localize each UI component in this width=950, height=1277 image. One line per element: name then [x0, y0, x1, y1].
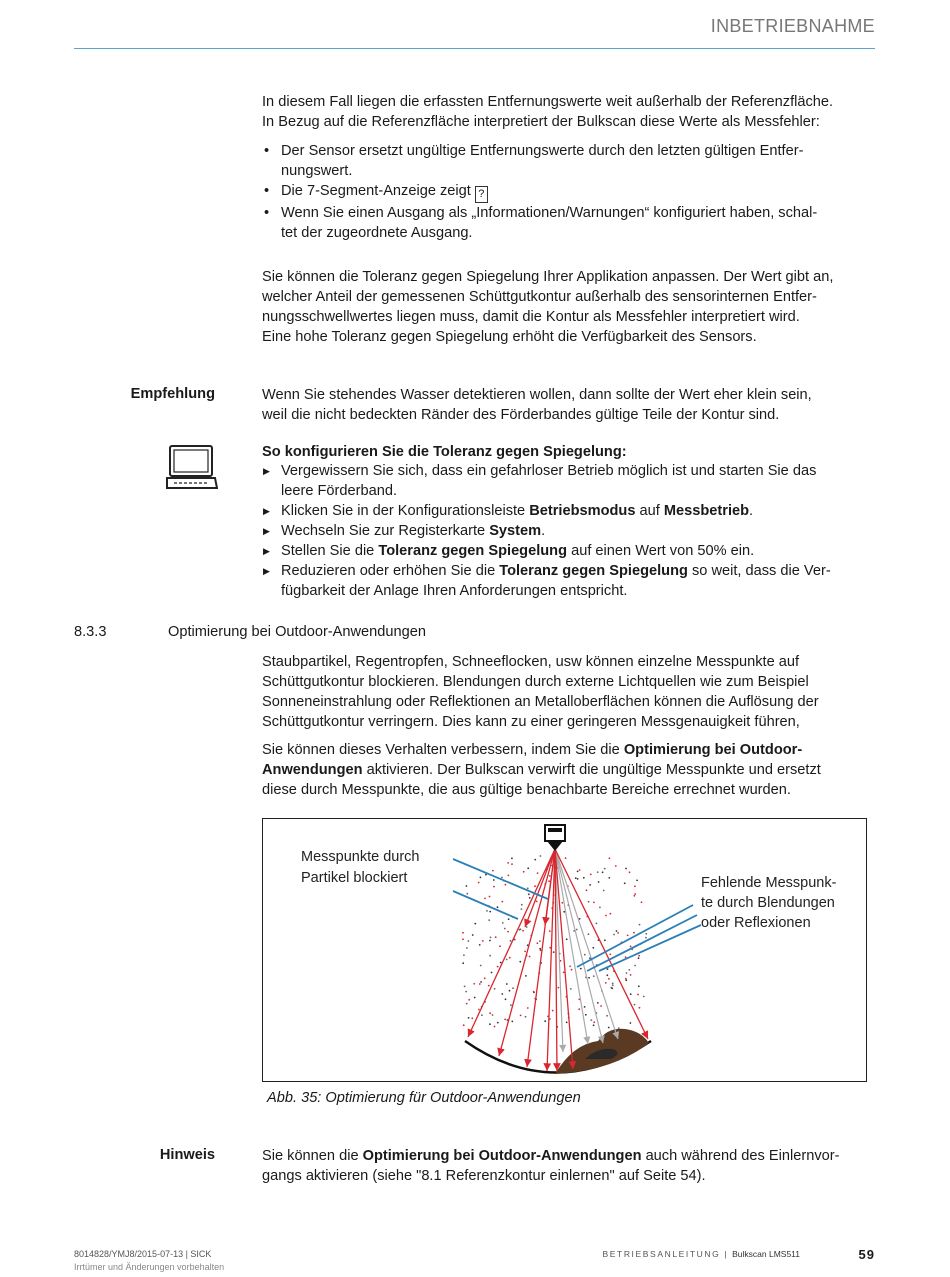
particle-dot [511, 857, 513, 859]
particle-dot [501, 901, 503, 903]
particle-dot [534, 885, 536, 887]
particle-dot [466, 947, 468, 949]
particle-dot [585, 1014, 587, 1016]
section-number: 8.3.3 [74, 624, 107, 640]
particle-dot [539, 940, 541, 942]
particle-dot [523, 871, 525, 873]
particle-dot [494, 1026, 496, 1028]
particle-dot [639, 1007, 641, 1009]
particle-dot [529, 956, 531, 958]
particle-dot [643, 996, 645, 998]
particle-dot [634, 893, 636, 895]
particle-dot [630, 1022, 632, 1024]
particle-dot [525, 975, 527, 977]
particle-dot [552, 1010, 554, 1012]
particle-dot [481, 1014, 483, 1016]
particle-dot [612, 983, 614, 985]
particle-dot [534, 859, 536, 861]
particle-dot [609, 953, 611, 955]
particle-dot [462, 938, 464, 940]
particle-dot [602, 871, 604, 873]
particle-dot [504, 928, 506, 930]
particle-dot [479, 983, 481, 985]
particle-dot [506, 983, 508, 985]
particle-dot [484, 898, 486, 900]
recommendation-label: Empfehlung [130, 386, 215, 402]
figure-caption: Abb. 35: Optimierung für Outdoor-Anwendungen [267, 1090, 581, 1106]
particle-dot [630, 946, 632, 948]
particle-dot [499, 945, 501, 947]
particle-dot [612, 984, 614, 986]
laptop-icon [166, 444, 218, 490]
particle-dot [625, 868, 627, 870]
particle-dot [526, 926, 528, 928]
particle-dot [609, 857, 611, 859]
particle-dot [597, 1002, 599, 1004]
particle-dot [645, 933, 647, 935]
particle-dot [570, 988, 572, 990]
particle-dot [634, 1004, 636, 1006]
particle-dot [533, 991, 535, 993]
particle-dot [607, 968, 609, 970]
particle-dot [613, 934, 615, 936]
sensor-icon [545, 825, 565, 851]
particle-dot [596, 923, 598, 925]
particle-dot [537, 942, 539, 944]
particle-dot [465, 991, 467, 993]
note-label: Hinweis [159, 1147, 215, 1163]
particle-dot [563, 972, 565, 974]
particle-dot [463, 954, 465, 956]
particle-dot [563, 911, 565, 913]
particle-dot [501, 993, 503, 995]
particle-dot [490, 937, 492, 939]
particle-dot [544, 1020, 546, 1022]
particle-dot [489, 911, 491, 913]
particle-dot [511, 863, 513, 865]
particle-dot [464, 986, 466, 988]
running-header: INBETRIEBNAHME [710, 16, 875, 36]
particle-dot [608, 877, 610, 879]
particle-dot [625, 978, 627, 980]
particle-dot [501, 877, 503, 879]
particle-dot [495, 936, 497, 938]
list-item: • Wenn Sie einen Ausgang als „Informationen/Warnungen“ konfiguriert haben, schal- tet der zugeordnete Ausgang. [262, 203, 877, 243]
particle-dot [641, 901, 643, 903]
particle-dot [605, 982, 607, 984]
particle-dot [468, 999, 470, 1001]
particle-dot [512, 987, 514, 989]
particle-dot [493, 886, 495, 888]
particle-dot [565, 857, 567, 859]
particle-dot [608, 978, 610, 980]
particle-dot [618, 1027, 620, 1029]
particle-dot [474, 997, 476, 999]
particle-dot [529, 897, 531, 899]
particle-dot [497, 906, 499, 908]
particle-dot [578, 1008, 580, 1010]
particle-dot [480, 965, 482, 967]
particle-dot [645, 937, 647, 939]
particle-dot [519, 961, 521, 963]
particle-dot [593, 1021, 595, 1023]
particle-dot [488, 985, 490, 987]
particle-dot [494, 988, 496, 990]
particle-dot [497, 1022, 499, 1024]
footer-doc-info: 8014828/YMJ8/2015-07-13 | SICK Irrtümer und Änderungen vorbehalten [74, 1249, 225, 1272]
particle-dot [633, 932, 635, 934]
particle-dot [605, 915, 607, 917]
particle-dot [489, 940, 491, 942]
particle-dot [558, 987, 560, 989]
tolerance-paragraph: Sie können die Toleranz gegen Spiegelung Ihrer Applikation anpassen. Der Wert gibt an, welcher Anteil der gemessenen Schüttgutkontur außerhalb des sensorinternen Entfer- nungsschwellwertes liegen muss, damit die Kontur als Messfehler interpretiert wird. Eine hohe Toleranz gegen Spiegelung erhöht die Verfügbarkeit des Sensors. [262, 269, 834, 345]
intro-paragraph [262, 92, 877, 132]
particle-dot [528, 893, 530, 895]
particle-dot [634, 895, 636, 897]
particle-dot [522, 930, 524, 932]
procedure-step: ▶ Vergewissern Sie sich, dass ein gefahrloser Betrieb möglich ist und starten Sie das leere Förderband. [262, 461, 877, 501]
particle-dot [466, 1003, 468, 1005]
particle-dot [497, 966, 499, 968]
particle-dot [539, 948, 541, 950]
particle-dot [493, 879, 495, 881]
particle-dot [520, 1015, 522, 1017]
header-rule [74, 48, 875, 49]
label-missing-points: Fehlende Messpunk- te durch Blendungen oder Reflexionen [701, 875, 837, 931]
page-number: 59 [858, 1247, 875, 1262]
particle-dot [603, 890, 605, 892]
particle-dot [606, 974, 608, 976]
particle-dot [579, 869, 581, 871]
particle-dot [492, 1014, 494, 1016]
particle-dot [510, 940, 512, 942]
label-blocked-points: Messpunkte durch Partikel blockiert [301, 849, 420, 886]
procedure-step: ▶ Wechseln Sie zur Registerkarte System. [262, 521, 877, 541]
error-bullet-list [262, 141, 877, 243]
particle-dot [583, 877, 585, 879]
particle-dot [509, 990, 511, 992]
particle-dot [575, 877, 577, 879]
particle-dot [610, 913, 612, 915]
particle-dot [626, 972, 628, 974]
note-text: Sie können die Optimierung bei Outdoor-Anwendungen auch während des Einlernvor- gangs aktivieren (siehe "8.1 Referenzkontur einlernen" auf Seite 54). [262, 1148, 840, 1184]
particle-dot [580, 968, 582, 970]
particle-dot [634, 965, 636, 967]
footer-manual-title: BETRIEBSANLEITUNG | Bulkscan LMS511 [602, 1249, 800, 1259]
particle-dot [488, 919, 490, 921]
particle-dot [462, 932, 464, 934]
intro-line: In Bezug auf die Referenzfläche interpretiert der Bulkscan diese Werte als Messfehler: [262, 114, 820, 130]
particle-dot [611, 987, 613, 989]
particle-dot [506, 959, 508, 961]
procedure-step: ▶ Reduzieren oder erhöhen Sie die Toleranz gegen Spiegelung so weit, dass die Ver- fügbarkeit der Anlage Ihren Anforderungen entspricht. [262, 561, 877, 601]
particle-dot [589, 884, 591, 886]
particle-dot [468, 940, 470, 942]
particle-dot [630, 993, 632, 995]
particle-dot [593, 1024, 595, 1026]
particle-dot [604, 939, 606, 941]
particle-dot [527, 867, 529, 869]
section-title: Optimierung bei Outdoor-Anwendungen [168, 624, 426, 640]
particle-dot [472, 934, 474, 936]
particle-dot [525, 1016, 527, 1018]
particle-dot [617, 932, 619, 934]
particle-dot [629, 871, 631, 873]
particle-dot [566, 1022, 568, 1024]
particle-dot [600, 1005, 602, 1007]
particle-dot [479, 944, 481, 946]
particle-dot [502, 922, 504, 924]
particle-dot [599, 907, 601, 909]
particle-dot [549, 930, 551, 932]
particle-dot [548, 880, 550, 882]
particle-dot [584, 1006, 586, 1008]
particle-dot [593, 902, 595, 904]
particle-dot [561, 902, 563, 904]
particle-dot [593, 975, 595, 977]
particle-dot [462, 962, 464, 964]
particle-dot [510, 1004, 512, 1006]
particle-dot [521, 904, 523, 906]
particle-dot [638, 955, 640, 957]
particle-dot [566, 938, 568, 940]
particle-dot [590, 1019, 592, 1021]
procedure-heading: So konfigurieren Sie die Toleranz gegen Spiegelung: [262, 444, 627, 460]
particle-dot [597, 871, 599, 873]
particle-dot [480, 981, 482, 983]
particle-dot [486, 910, 488, 912]
particle-dot [489, 1023, 491, 1025]
particle-dot [466, 885, 468, 887]
particle-dot [586, 889, 588, 891]
particle-dot [521, 908, 523, 910]
particle-dot [637, 994, 639, 996]
particle-dot [588, 977, 590, 979]
particle-dot [608, 1027, 610, 1029]
particle-dot [577, 878, 579, 880]
particle-dot [540, 855, 542, 857]
scan-diagram [263, 819, 866, 1081]
particle-dot [584, 954, 586, 956]
particle-dot [634, 885, 636, 887]
particle-dot [508, 918, 510, 920]
particle-dot [624, 882, 626, 884]
particle-dot [527, 887, 529, 889]
particle-dot [463, 1024, 465, 1026]
particle-dot [507, 931, 509, 933]
particle-dot [638, 957, 640, 959]
particle-dot [505, 998, 507, 1000]
procedure-step: ▶ Stellen Sie die Toleranz gegen Spiegelung auf einen Wert von 50% ein. [262, 541, 877, 561]
outdoor-paragraph-2: Sie können dieses Verhalten verbessern, indem Sie die Optimierung bei Outdoor- Anwendungen aktivieren. Der Bulkscan verwirft die ungültige Messpunkte und ersetzt diese durch Messpunkte, die aus gültige benachbarte Bereiche errechnet wurden. [262, 742, 821, 798]
intro-line: In diesem Fall liegen die erfassten Entfernungswerte weit außerhalb der Referenzfläche. [262, 94, 834, 110]
particle-dot [627, 935, 629, 937]
particle-dot [588, 933, 590, 935]
particle-dot [471, 1017, 473, 1019]
particle-dot [466, 893, 468, 895]
particle-dot [474, 923, 476, 925]
particle-dot [604, 868, 606, 870]
outdoor-paragraph-1: Staubpartikel, Regentropfen, Schneeflocken, usw können einzelne Messpunkte auf Schüttgutkontur blockieren. Blendungen durch externe Lichtquellen wie zum Beispiel Sonneneinstrahlung oder Reflektionen an Metalloberflächen können die Auflösung der Schüttgutkontur verringern. Dies kann zu einer geringeren Messgenauigkeit führen, [262, 654, 819, 730]
particle-dot [569, 965, 571, 967]
particle-dot [478, 1009, 480, 1011]
procedure-step: ▶ Klicken Sie in der Konfigurationsleiste Betriebsmodus auf Messbetrieb. [262, 501, 877, 521]
particle-dot [615, 865, 617, 867]
particle-dot [590, 874, 592, 876]
particle-dot [549, 875, 551, 877]
particle-dot [489, 1012, 491, 1014]
particle-dot [478, 882, 480, 884]
particle-dot [508, 875, 510, 877]
particle-dot [504, 1019, 506, 1021]
particle-dot [505, 884, 507, 886]
particle-dot [489, 896, 491, 898]
particle-dot [598, 881, 600, 883]
particle-dot [577, 871, 579, 873]
particle-dot [489, 955, 491, 957]
particle-dot [536, 901, 538, 903]
particle-dot [509, 957, 511, 959]
particle-dot [520, 928, 522, 930]
particle-dot [524, 951, 526, 953]
particle-dot [636, 880, 638, 882]
particle-dot [588, 901, 590, 903]
particle-dot [492, 870, 494, 872]
particle-dot [473, 983, 475, 985]
particle-dot [606, 1015, 608, 1017]
particle-dot [482, 940, 484, 942]
particle-dot [527, 1007, 529, 1009]
list-item: • Der Sensor ersetzt ungültige Entfernungswerte durch den letzten gültigen Entfer- nungswert. [262, 141, 877, 181]
particle-dot [571, 969, 573, 971]
particle-dot [537, 872, 539, 874]
particle-dot [480, 877, 482, 879]
particle-dot [628, 969, 630, 971]
particle-dot [484, 977, 486, 979]
particle-dot [491, 972, 493, 974]
seven-segment-question-icon: ? [475, 186, 488, 203]
particle-dot [468, 1017, 470, 1019]
particle-dot [500, 962, 502, 964]
particle-dot [616, 930, 618, 932]
particle-dot [625, 956, 627, 958]
particle-dot [639, 924, 641, 926]
procedure-steps [262, 461, 877, 601]
particle-dot [638, 985, 640, 987]
recommendation-text: Wenn Sie stehendes Wasser detektieren wollen, dann sollte der Wert eher klein sein, weil die nicht bedeckten Ränder des Förderbandes gültige Teile der Kontur sind. [262, 387, 812, 423]
particle-dot [511, 1021, 513, 1023]
particle-dot [507, 862, 509, 864]
particle-dot [576, 929, 578, 931]
particle-dot [592, 947, 594, 949]
outdoor-optimization-figure [262, 818, 867, 1082]
particle-dot [553, 951, 555, 953]
particle-dot [630, 974, 632, 976]
list-item: • Die 7-Segment-Anzeige zeigt ? [262, 181, 877, 203]
